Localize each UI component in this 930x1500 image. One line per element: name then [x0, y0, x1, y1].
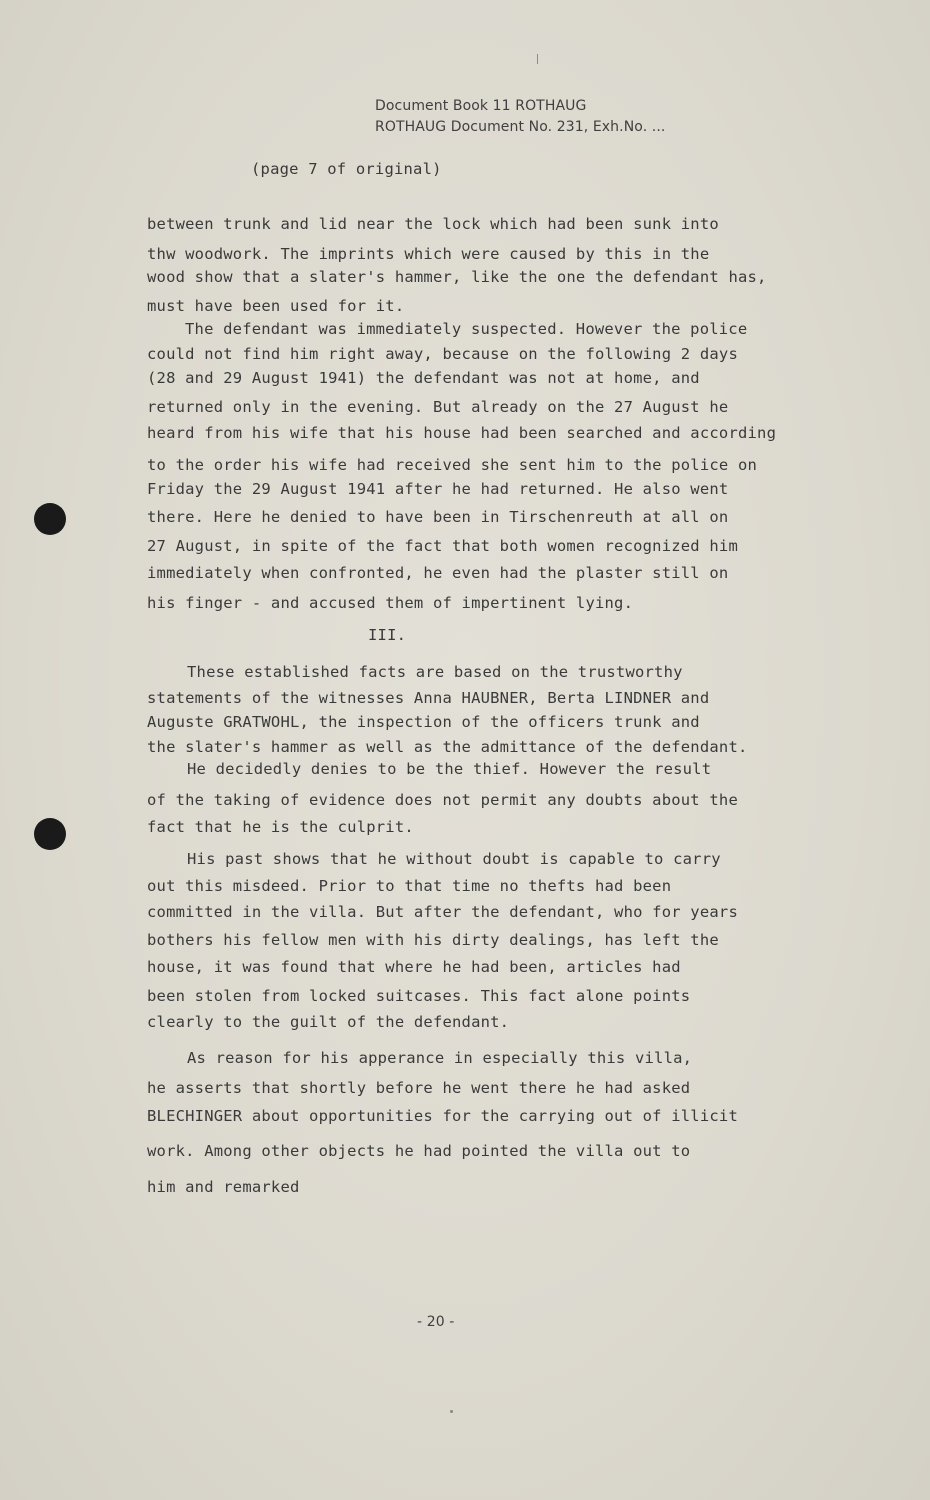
body-line: he asserts that shortly before he went there he had asked: [147, 1079, 691, 1097]
page-number: - 20 -: [417, 1314, 455, 1330]
body-line: statements of the witnesses Anna HAUBNER, Berta LINDNER and: [147, 689, 710, 707]
body-line: 27 August, in spite of the fact that both women recognized him: [147, 537, 738, 555]
page-reference: (page 7 of original): [251, 160, 442, 178]
body-line: wood show that a slater's hammer, like the one the defendant has,: [147, 268, 767, 286]
body-line: As reason for his apperance in especially this villa,: [187, 1049, 693, 1067]
section-heading: III.: [368, 626, 407, 644]
body-line: house, it was found that where he had been, articles had: [147, 958, 681, 976]
body-line: His past shows that he without doubt is capable to carry: [187, 850, 721, 868]
document-book-line: Document Book 11 ROTHAUG: [375, 98, 587, 114]
body-line: him and remarked: [147, 1178, 300, 1196]
body-line: immediately when confronted, he even had the plaster still on: [147, 564, 729, 582]
body-line: fact that he is the culprit.: [147, 818, 414, 836]
body-line: there. Here he denied to have been in Tirschenreuth at all on: [147, 508, 729, 526]
punch-hole-upper: [34, 503, 66, 535]
paper-speck: [450, 1410, 453, 1413]
body-line: bothers his fellow men with his dirty dealings, has left the: [147, 931, 719, 949]
body-line: These established facts are based on the trustworthy: [187, 663, 683, 681]
body-line: The defendant was immediately suspected. However the police: [185, 320, 748, 338]
body-line: could not find him right away, because on the following 2 days: [147, 345, 738, 363]
body-line: must have been used for it.: [147, 297, 405, 315]
body-line: out this misdeed. Prior to that time no thefts had been: [147, 877, 672, 895]
body-line: the slater's hammer as well as the admittance of the defendant.: [147, 738, 748, 756]
body-line: He decidedly denies to be the thief. However the result: [187, 760, 712, 778]
body-line: Friday the 29 August 1941 after he had returned. He also went: [147, 480, 729, 498]
body-line: committed in the villa. But after the defendant, who for years: [147, 903, 738, 921]
body-line: BLECHINGER about opportunities for the carrying out of illicit: [147, 1107, 738, 1125]
body-line: to the order his wife had received she sent him to the police on: [147, 456, 758, 474]
body-line: work. Among other objects he had pointed the villa out to: [147, 1142, 691, 1160]
document-number-line: ROTHAUG Document No. 231, Exh.No. ...: [375, 119, 666, 135]
body-line: Auguste GRATWOHL, the inspection of the officers trunk and: [147, 713, 700, 731]
punch-hole-lower: [34, 818, 66, 850]
paper-mark: [537, 54, 538, 64]
body-line: returned only in the evening. But already on the 27 August he: [147, 398, 729, 416]
body-line: been stolen from locked suitcases. This fact alone points: [147, 987, 691, 1005]
body-line: heard from his wife that his house had been searched and according: [147, 424, 777, 442]
body-line: clearly to the guilt of the defendant.: [147, 1013, 510, 1031]
body-line: between trunk and lid near the lock which had been sunk into: [147, 215, 719, 233]
body-line: of the taking of evidence does not permit any doubts about the: [147, 791, 738, 809]
body-line: (28 and 29 August 1941) the defendant was not at home, and: [147, 369, 700, 387]
body-line: thw woodwork. The imprints which were caused by this in the: [147, 245, 710, 263]
body-line: his finger - and accused them of impertinent lying.: [147, 594, 634, 612]
